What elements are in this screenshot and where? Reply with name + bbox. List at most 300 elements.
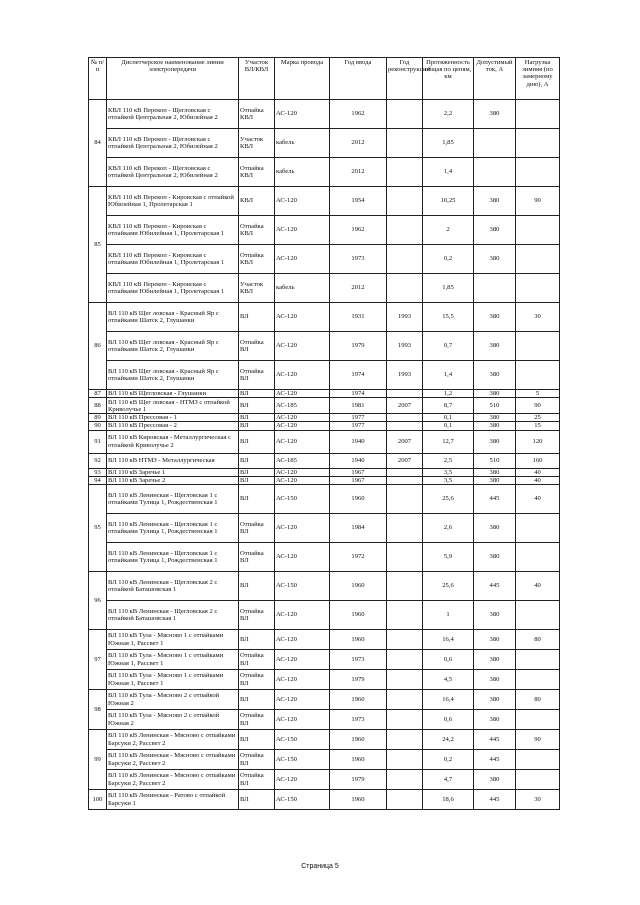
row-wire: АС-120: [275, 361, 330, 390]
row-wire: АС-120: [275, 476, 330, 484]
row-length: 5,9: [423, 543, 474, 572]
row-wire: АС-120: [275, 422, 330, 430]
row-year: 1960: [330, 601, 387, 630]
row-wire: АС-185: [275, 453, 330, 468]
row-reconstruction: [387, 100, 423, 129]
row-name: КВЛ 110 кВ Перекоп - Кировская с отпайками Юбилейная 1, Пролетарская 1: [107, 245, 239, 274]
row-section: Отпайка ВЛ: [239, 332, 275, 361]
row-reconstruction: 2007: [387, 430, 423, 453]
row-current: 380: [474, 690, 516, 710]
row-name: ВЛ 110 кВ Кировская - Металлургическая с отпайкой Криволучье 2: [107, 430, 239, 453]
row-current: 445: [474, 730, 516, 750]
col-header-load: Нагрузка зимняя (по замерному дню), А: [516, 58, 560, 100]
row-length: 25,6: [423, 485, 474, 514]
row-current: 380: [474, 630, 516, 650]
row-wire: АС-185: [275, 398, 330, 414]
row-name: ВЛ 110 кВ Ленинская - Щегловская 1 с отпайками Тулица 1, Рождественская 1: [107, 514, 239, 543]
row-section: Участок КВЛ: [239, 274, 275, 303]
row-reconstruction: [387, 216, 423, 245]
row-name: КВЛ 110 кВ Перекоп - Кировская с отпайками Юбилейная 1, Пролетарская 1: [107, 216, 239, 245]
row-section: Участок КВЛ: [239, 129, 275, 158]
row-load: [516, 332, 560, 361]
row-wire: АС-120: [275, 390, 330, 398]
row-current: 380: [474, 332, 516, 361]
table-row: [89, 750, 560, 770]
row-wire: АС-120: [275, 245, 330, 274]
row-load: 25: [516, 414, 560, 422]
row-current: 380: [474, 303, 516, 332]
row-year: 1979: [330, 332, 387, 361]
row-year: 1984: [330, 514, 387, 543]
row-wire: АС-120: [275, 601, 330, 630]
table-row: [89, 274, 560, 303]
row-wire: АС-150: [275, 485, 330, 514]
table-row: [89, 770, 560, 790]
row-length: 0,1: [423, 414, 474, 422]
row-load: [516, 710, 560, 730]
row-length: 18,6: [423, 790, 474, 810]
row-reconstruction: [387, 476, 423, 484]
row-current: 510: [474, 453, 516, 468]
row-number: 93: [89, 468, 107, 476]
row-number: 88: [89, 398, 107, 414]
row-number: 85: [89, 187, 107, 303]
row-section: ВЛ: [239, 572, 275, 601]
row-wire: АС-150: [275, 572, 330, 601]
row-section: ВЛ: [239, 453, 275, 468]
row-section: Отпайка ВЛ: [239, 601, 275, 630]
table-row: [89, 422, 560, 430]
row-section: Отпайка ВЛ: [239, 770, 275, 790]
col-header-length: Протяженность общая по цепям, км: [423, 58, 474, 100]
row-wire: АС-120: [275, 690, 330, 710]
row-number: 99: [89, 730, 107, 790]
row-current: [474, 158, 516, 187]
table-row: [89, 158, 560, 187]
row-load: [516, 216, 560, 245]
row-reconstruction: 1993: [387, 303, 423, 332]
row-year: 1960: [330, 730, 387, 750]
row-section: КВЛ: [239, 187, 275, 216]
row-name: ВЛ 110 кВ Ленинская - Мясново с отпайками Барсуки 2, Рассвет 2: [107, 770, 239, 790]
row-reconstruction: [387, 514, 423, 543]
table-row: [89, 332, 560, 361]
row-section: Отпайка ВЛ: [239, 750, 275, 770]
row-number: 94: [89, 476, 107, 484]
row-wire: АС-120: [275, 630, 330, 650]
row-name: ВЛ 110 кВ Ленинская - Мясново с отпайками Барсуки 2, Рассвет 2: [107, 750, 239, 770]
row-year: 1973: [330, 245, 387, 274]
row-load: [516, 770, 560, 790]
row-current: [474, 274, 516, 303]
row-load: 30: [516, 790, 560, 810]
row-load: 90: [516, 187, 560, 216]
row-load: [516, 670, 560, 690]
row-length: 16,4: [423, 630, 474, 650]
row-number: 96: [89, 572, 107, 630]
row-year: 2012: [330, 274, 387, 303]
row-load: [516, 361, 560, 390]
row-section: Отпайка ВЛ: [239, 670, 275, 690]
row-reconstruction: [387, 730, 423, 750]
table-row: [89, 216, 560, 245]
row-wire: АС-120: [275, 332, 330, 361]
row-reconstruction: [387, 770, 423, 790]
row-current: 380: [474, 514, 516, 543]
row-load: 40: [516, 468, 560, 476]
row-name: ВЛ 110 кВ Прессовая - 2: [107, 422, 239, 430]
row-length: 2,5: [423, 453, 474, 468]
row-current: 380: [474, 361, 516, 390]
table-row: [89, 303, 560, 332]
row-load: 5: [516, 390, 560, 398]
row-current: 380: [474, 670, 516, 690]
row-length: 8,7: [423, 398, 474, 414]
row-name: ВЛ 110 кВ Щег ловская - Красный Яр с отпайками Шатск 2, Глушанки: [107, 303, 239, 332]
row-wire: АС-120: [275, 414, 330, 422]
row-length: 2,2: [423, 100, 474, 129]
row-year: 1960: [330, 790, 387, 810]
row-year: 1977: [330, 414, 387, 422]
table-row: [89, 476, 560, 484]
row-number: 84: [89, 100, 107, 187]
row-year: 1940: [330, 430, 387, 453]
row-reconstruction: [387, 690, 423, 710]
row-current: 380: [474, 650, 516, 670]
row-year: 1960: [330, 485, 387, 514]
row-name: ВЛ 110 кВ Тула - Мясново 1 с отпайками Южная 1, Рассвет 1: [107, 630, 239, 650]
row-year: 1960: [330, 630, 387, 650]
row-current: 380: [474, 216, 516, 245]
row-wire: АС-120: [275, 710, 330, 730]
col-header-num: № п/п: [89, 58, 107, 100]
row-name: ВЛ 110 кВ Ленинская - Щегловская 2 с отпайкой Баташовская 1: [107, 572, 239, 601]
row-name: ВЛ 110 кВ Тула - Мясново 1 с отпайками Южная 1, Рассвет 1: [107, 670, 239, 690]
row-length: 0,2: [423, 750, 474, 770]
row-load: 80: [516, 690, 560, 710]
row-year: 1931: [330, 303, 387, 332]
row-current: 380: [474, 100, 516, 129]
row-load: [516, 274, 560, 303]
table-row: [89, 630, 560, 650]
row-length: 3,5: [423, 468, 474, 476]
row-load: 15: [516, 422, 560, 430]
row-load: [516, 601, 560, 630]
table-row: [89, 650, 560, 670]
row-wire: АС-120: [275, 216, 330, 245]
row-load: 90: [516, 398, 560, 414]
row-year: 1973: [330, 710, 387, 730]
row-length: 10,25: [423, 187, 474, 216]
row-name: ВЛ 110 кВ Щег ловская - Красный Яр с отпайками Шатск 2, Глушанки: [107, 361, 239, 390]
row-name: КВЛ 110 кВ Перекоп - Щегловская с отпайкой Центральная 2, Юбилейная 2: [107, 129, 239, 158]
row-reconstruction: [387, 422, 423, 430]
row-length: 16,4: [423, 690, 474, 710]
row-length: 4,7: [423, 770, 474, 790]
row-number: 90: [89, 422, 107, 430]
table-row: [89, 468, 560, 476]
row-name: КВЛ 110 кВ Перекоп - Щегловская с отпайкой Центральная 2, Юбилейная 2: [107, 100, 239, 129]
row-load: [516, 650, 560, 670]
row-length: 25,6: [423, 572, 474, 601]
row-section: ВЛ: [239, 303, 275, 332]
row-reconstruction: [387, 601, 423, 630]
row-number: 86: [89, 303, 107, 390]
row-section: Отпайка КВЛ: [239, 158, 275, 187]
row-wire: кабель: [275, 129, 330, 158]
row-reconstruction: [387, 750, 423, 770]
row-reconstruction: [387, 129, 423, 158]
row-wire: АС-120: [275, 670, 330, 690]
row-wire: АС-120: [275, 770, 330, 790]
table-row: [89, 398, 560, 414]
col-header-section: Участок ВЛ/КВЛ: [239, 58, 275, 100]
table-header-row: [89, 58, 560, 100]
row-section: Отпайка КВЛ: [239, 100, 275, 129]
row-name: ВЛ 110 кВ Щег ловская - НТМЗ с отпайкой Криволучье 1: [107, 398, 239, 414]
row-reconstruction: [387, 485, 423, 514]
row-current: 380: [474, 468, 516, 476]
row-name: ВЛ 110 кВ Тула - Мясново 1 с отпайками Южная 1, Рассвет 1: [107, 650, 239, 670]
col-header-name: Диспетчерское наименование линии электропередачи: [107, 58, 239, 100]
row-load: 160: [516, 453, 560, 468]
row-section: Отпайка ВЛ: [239, 361, 275, 390]
table-body: [89, 100, 560, 810]
row-name: ВЛ 110 кВ Ленинская - Щегловская 1 с отпайками Тулица 1, Рождественская 1: [107, 485, 239, 514]
col-header-current: Допустимый ток, А: [474, 58, 516, 100]
row-number: 91: [89, 430, 107, 453]
col-header-year: Год ввода: [330, 58, 387, 100]
table-row: [89, 430, 560, 453]
row-current: 380: [474, 770, 516, 790]
row-reconstruction: [387, 710, 423, 730]
row-length: 0,6: [423, 710, 474, 730]
row-current: 380: [474, 601, 516, 630]
row-reconstruction: 2007: [387, 453, 423, 468]
row-load: [516, 543, 560, 572]
row-name: ВЛ 110 кВ Заречье 2: [107, 476, 239, 484]
row-current: 380: [474, 187, 516, 216]
row-load: 120: [516, 430, 560, 453]
row-current: 380: [474, 430, 516, 453]
row-current: 445: [474, 572, 516, 601]
table-row: [89, 187, 560, 216]
power-lines-table: [88, 57, 560, 810]
row-load: [516, 129, 560, 158]
row-current: 380: [474, 710, 516, 730]
row-year: 1981: [330, 398, 387, 414]
row-load: [516, 750, 560, 770]
row-name: ВЛ 110 кВ НТМЗ - Металлургическая: [107, 453, 239, 468]
row-number: 100: [89, 790, 107, 810]
row-length: 2,6: [423, 514, 474, 543]
row-length: 15,5: [423, 303, 474, 332]
row-year: 1960: [330, 690, 387, 710]
row-current: 380: [474, 476, 516, 484]
row-length: 3,5: [423, 476, 474, 484]
table-row: [89, 670, 560, 690]
table-row: [89, 390, 560, 398]
row-load: [516, 100, 560, 129]
row-name: ВЛ 110 кВ Ленинская - Ратово с отпайкой Барсуки 1: [107, 790, 239, 810]
row-year: 1973: [330, 650, 387, 670]
row-year: 1960: [330, 750, 387, 770]
row-load: 90: [516, 730, 560, 750]
row-section: ВЛ: [239, 390, 275, 398]
row-number: 92: [89, 453, 107, 468]
row-reconstruction: [387, 572, 423, 601]
row-year: 1979: [330, 770, 387, 790]
row-reconstruction: 1993: [387, 361, 423, 390]
row-wire: кабель: [275, 274, 330, 303]
row-section: Отпайка КВЛ: [239, 245, 275, 274]
row-length: 12,7: [423, 430, 474, 453]
table-row: [89, 514, 560, 543]
row-wire: АС-120: [275, 543, 330, 572]
row-number: 87: [89, 390, 107, 398]
row-year: 2012: [330, 158, 387, 187]
table-row: [89, 601, 560, 630]
row-year: 1962: [330, 100, 387, 129]
row-year: 1974: [330, 361, 387, 390]
row-section: ВЛ: [239, 476, 275, 484]
row-current: [474, 129, 516, 158]
table-row: [89, 710, 560, 730]
row-current: 380: [474, 422, 516, 430]
row-name: ВЛ 110 кВ Щег ловская - Красный Яр с отпайками Шатск 2, Глушанки: [107, 332, 239, 361]
row-year: 1977: [330, 422, 387, 430]
row-section: ВЛ: [239, 422, 275, 430]
table-row: [89, 453, 560, 468]
row-year: 1967: [330, 476, 387, 484]
row-current: 445: [474, 790, 516, 810]
col-header-wire: Марка провода: [275, 58, 330, 100]
row-wire: АС-120: [275, 514, 330, 543]
row-length: 0,2: [423, 245, 474, 274]
row-section: ВЛ: [239, 630, 275, 650]
row-year: 1972: [330, 543, 387, 572]
row-reconstruction: [387, 158, 423, 187]
row-number: 97: [89, 630, 107, 690]
row-load: 40: [516, 476, 560, 484]
row-wire: кабель: [275, 158, 330, 187]
row-length: 1: [423, 601, 474, 630]
row-current: 510: [474, 398, 516, 414]
row-section: ВЛ: [239, 414, 275, 422]
table-row: [89, 543, 560, 572]
row-number: 98: [89, 690, 107, 730]
table-row: [89, 790, 560, 810]
row-wire: АС-120: [275, 187, 330, 216]
row-reconstruction: 2007: [387, 398, 423, 414]
row-length: 24,2: [423, 730, 474, 750]
row-current: 445: [474, 750, 516, 770]
row-name: ВЛ 110 кВ Тула - Мясново 2 с отпайкой Южная 2: [107, 690, 239, 710]
row-current: 380: [474, 543, 516, 572]
row-length: 0,1: [423, 422, 474, 430]
row-reconstruction: [387, 468, 423, 476]
row-year: 1962: [330, 216, 387, 245]
row-reconstruction: [387, 187, 423, 216]
table-row: [89, 485, 560, 514]
row-section: Отпайка ВЛ: [239, 650, 275, 670]
row-section: Отпайка ВЛ: [239, 514, 275, 543]
row-length: 1,85: [423, 129, 474, 158]
row-year: 1974: [330, 390, 387, 398]
row-name: КВЛ 110 кВ Перекоп - Кировская с отпайкой Юбилейная 1, Пролетарская 1: [107, 187, 239, 216]
row-reconstruction: [387, 390, 423, 398]
row-name: ВЛ 110 кВ Ленинская - Щегловская 1 с отпайками Тулица 1, Рождественская 1: [107, 543, 239, 572]
row-load: [516, 514, 560, 543]
row-wire: АС-120: [275, 430, 330, 453]
row-wire: АС-150: [275, 750, 330, 770]
row-section: Отпайка КВЛ: [239, 216, 275, 245]
table-row: [89, 245, 560, 274]
row-name: ВЛ 110 кВ Щегловская - Глушанки: [107, 390, 239, 398]
row-year: 1979: [330, 670, 387, 690]
row-load: 80: [516, 630, 560, 650]
row-reconstruction: [387, 630, 423, 650]
row-section: ВЛ: [239, 690, 275, 710]
row-load: 30: [516, 303, 560, 332]
row-number: 95: [89, 485, 107, 572]
row-length: 1,4: [423, 361, 474, 390]
row-section: ВЛ: [239, 430, 275, 453]
row-reconstruction: [387, 274, 423, 303]
row-wire: АС-120: [275, 650, 330, 670]
row-year: 1954: [330, 187, 387, 216]
row-load: [516, 245, 560, 274]
row-reconstruction: [387, 245, 423, 274]
row-current: 445: [474, 485, 516, 514]
row-year: 1967: [330, 468, 387, 476]
row-load: 40: [516, 572, 560, 601]
row-number: 89: [89, 414, 107, 422]
table-row: [89, 414, 560, 422]
row-wire: АС-120: [275, 468, 330, 476]
row-section: ВЛ: [239, 790, 275, 810]
row-reconstruction: [387, 670, 423, 690]
row-year: 1960: [330, 572, 387, 601]
page-footer: Страница 5: [301, 863, 339, 870]
row-reconstruction: [387, 414, 423, 422]
table-row: [89, 572, 560, 601]
row-current: 380: [474, 390, 516, 398]
table-row: [89, 730, 560, 750]
row-name: КВЛ 110 кВ Перекоп - Щегловская с отпайкой Центральная 2, Юбилейная 2: [107, 158, 239, 187]
row-length: 0,6: [423, 650, 474, 670]
row-section: Отпайка ВЛ: [239, 710, 275, 730]
row-name: КВЛ 110 кВ Перекоп - Кировская с отпайками Юбилейная 1, Пролетарская 1: [107, 274, 239, 303]
row-current: 380: [474, 245, 516, 274]
row-length: 1,2: [423, 390, 474, 398]
row-year: 1940: [330, 453, 387, 468]
row-load: [516, 158, 560, 187]
row-reconstruction: [387, 790, 423, 810]
table-row: [89, 690, 560, 710]
row-name: ВЛ 110 кВ Заречье 1: [107, 468, 239, 476]
table-row: [89, 129, 560, 158]
row-wire: АС-120: [275, 100, 330, 129]
row-name: ВЛ 110 кВ Тула - Мясново 2 с отпайкой Южная 2: [107, 710, 239, 730]
table-row: [89, 361, 560, 390]
row-length: 1,4: [423, 158, 474, 187]
row-load: 40: [516, 485, 560, 514]
row-section: Отпайка ВЛ: [239, 543, 275, 572]
row-wire: АС-150: [275, 790, 330, 810]
row-length: 4,5: [423, 670, 474, 690]
row-name: ВЛ 110 кВ Ленинская - Щегловская 2 с отпайкой Баташовская 1: [107, 601, 239, 630]
